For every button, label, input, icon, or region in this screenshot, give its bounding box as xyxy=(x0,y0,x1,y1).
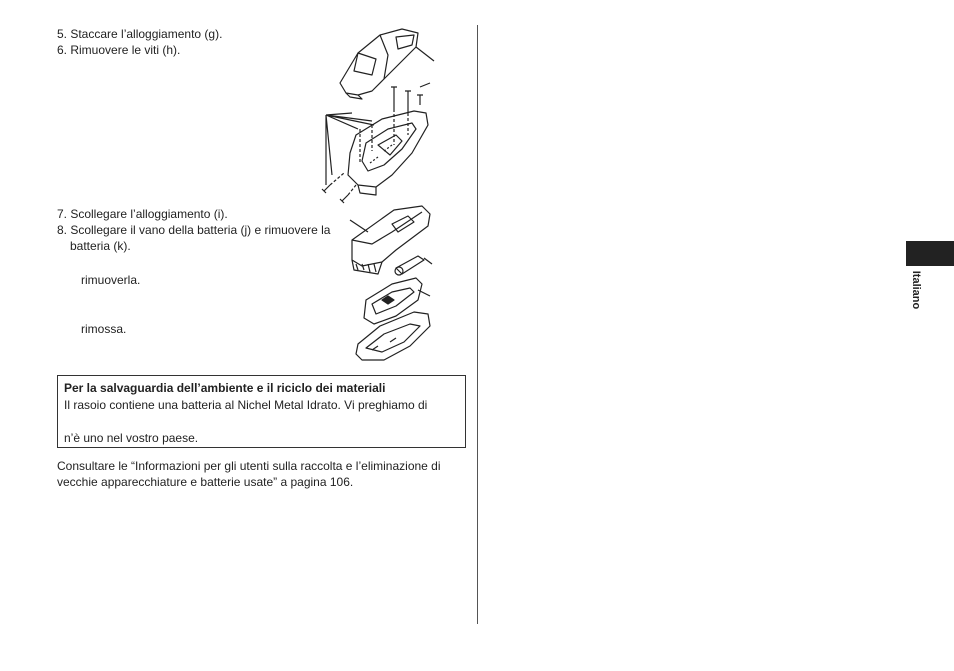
step-8-text-line2: batteria (k). xyxy=(70,239,131,253)
battery-compartment-illustration xyxy=(344,204,444,364)
housing-screws-illustration xyxy=(318,25,448,207)
step-7-text: 7. Scollegare l’alloggiamento (i). xyxy=(57,207,228,221)
disposal-info-line2: vecchie apparecchiature e batterie usate” a pagina 106. xyxy=(57,475,354,489)
step-5-text: 5. Staccare l’alloggiamento (g). xyxy=(57,27,223,41)
step-note-1: rimuoverla. xyxy=(81,273,141,287)
environment-notice-line2: n’è uno nel vostro paese. xyxy=(64,431,199,445)
language-label: Italiano xyxy=(910,270,922,310)
step-6-text: 6. Rimuovere le viti (h). xyxy=(57,43,181,57)
step-8-text-line1: 8. Scollegare il vano della batteria (j) e rimuovere la xyxy=(57,223,331,237)
language-tab-marker xyxy=(906,241,954,266)
column-divider xyxy=(477,25,478,624)
disposal-info-line1: Consultare le “Informazioni per gli utenti sulla raccolta e l’eliminazione di xyxy=(57,459,441,473)
environment-notice-line1: Il rasoio contiene una batteria al Nichel Metal Idrato. Vi preghiamo di xyxy=(64,398,428,412)
step-note-2: rimossa. xyxy=(81,322,127,336)
environment-notice-title: Per la salvaguardia dell’ambiente e il riciclo dei materiali xyxy=(64,381,386,395)
environment-notice-box xyxy=(57,375,466,448)
